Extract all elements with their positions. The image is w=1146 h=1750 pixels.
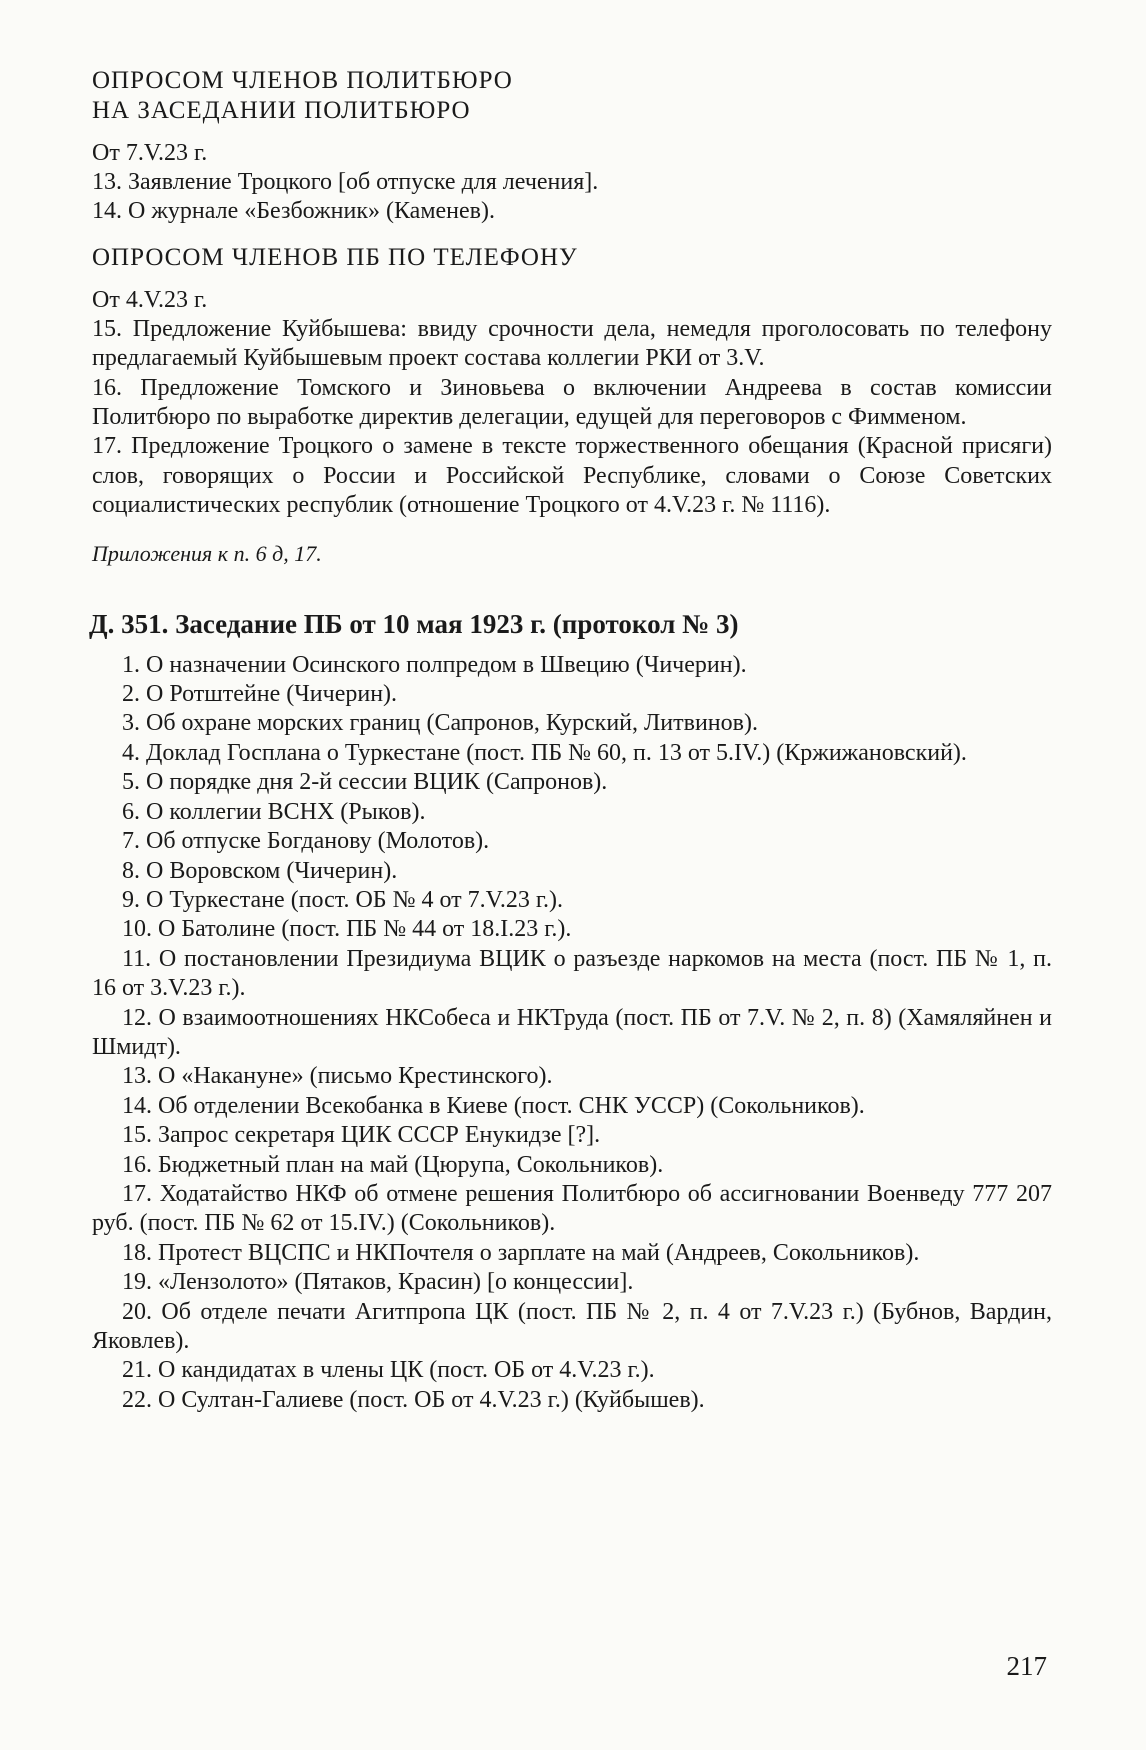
list-item: 7. Об отпуске Богданову (Молотов). — [122, 828, 490, 855]
list-item: 3. Об охране морских границ (Сапронов, Курский, Литвинов). — [122, 710, 758, 737]
list-item: 15. Предложение Куйбышева: ввиду срочности дела, немедля проголосовать по телефону предлагаемый Куйбышевым проект состава коллегии РКИ от 3.V. — [92, 315, 1052, 372]
section1-list — [92, 168, 1052, 227]
list-item: 21. О кандидатах в члены ЦК (пост. ОБ от 4.V.23 г.). — [122, 1357, 655, 1384]
list-item: 1. О назначении Осинского полпредом в Швецию (Чичерин). — [122, 651, 747, 678]
appendix-note: Приложения к п. 6 д, 17. — [92, 540, 322, 566]
list-item: 12. О взаимоотношениях НКСобеса и НКТруда (пост. ПБ от 7.V. № 2, п. 8) (Хамяляйнен и Шмидт). — [92, 1004, 1052, 1060]
list-item: 19. «Лензолото» (Пятаков, Красин) [о концессии]. — [122, 1269, 634, 1296]
agenda-list — [92, 651, 1052, 1416]
list-item: 11. О постановлении Президиума ВЦИК о разъезде наркомов на места (пост. ПБ № 1, п. 16 от 3.V.23 г.). — [92, 945, 1052, 1002]
list-item: 9. О Туркестане (пост. ОБ № 4 от 7.V.23 г.). — [122, 886, 564, 913]
list-item: 22. О Султан-Галиеве (пост. ОБ от 4.V.23 г.) (Куйбышев). — [122, 1386, 705, 1413]
section2-title: ОПРОСОМ ЧЛЕНОВ ПБ ПО ТЕЛЕФОНУ — [92, 243, 578, 271]
section1-title-line2: НА ЗАСЕДАНИИ ПОЛИТБЮРО — [92, 97, 471, 124]
section1-date: От 7.V.23 г. — [92, 140, 208, 166]
list-item: 2. О Ротштейне (Чичерин). — [122, 681, 398, 708]
list-item: 17. Ходатайство НКФ об отмене решения Политбюро об ассигновании Военведу 777 207 руб. (пост. ПБ № 62 от 15.IV.) (Сокольников). — [92, 1180, 1052, 1237]
document-heading: Д. 351. Заседание ПБ от 10 мая 1923 г. (протокол № 3) — [89, 608, 739, 639]
list-item: 5. О порядке дня 2-й сессии ВЦИК (Сапронов). — [122, 769, 608, 796]
list-item: 6. О коллегии ВСНХ (Рыков). — [122, 798, 426, 825]
list-item: 16. Предложение Томского и Зиновьева о включении Андреева в состав комиссии Политбюро по выработке директив делегации, едущей для переговоров с Фимменом. — [92, 374, 1052, 431]
list-item: 16. Бюджетный план на май (Цюрупа, Сокольников). — [122, 1151, 664, 1178]
list-item: 14. Об отделении Всекобанка в Киеве (пост. СНК УССР) (Сокольников). — [122, 1092, 865, 1119]
list-item: 13. Заявление Троцкого [об отпуске для лечения]. — [92, 169, 599, 195]
list-item: 17. Предложение Троцкого о замене в тексте торжественного обещания (Красной присяги) слов, говорящих о России и Российской Республике, словами о Союзе Советских социалистических республик (отношение Троцкого от 4.V.23 г. № 1116). — [92, 433, 1052, 519]
section2-date: От 4.V.23 г. — [92, 286, 208, 313]
list-item: 14. О журнале «Безбожник» (Каменев). — [92, 198, 495, 225]
list-item: 20. Об отделе печати Агитпропа ЦК (пост. ПБ № 2, п. 4 от 7.V.23 г.) (Бубнов, Вардин, Яковлев). — [92, 1298, 1052, 1354]
list-item: 8. О Воровском (Чичерин). — [122, 857, 398, 884]
section1-title-line1: ОПРОСОМ ЧЛЕНОВ ПОЛИТБЮРО — [92, 67, 513, 94]
list-item: 4. Доклад Госплана о Туркестане (пост. ПБ № 60, п. 13 от 5.IV.) (Кржижановский). — [122, 739, 967, 766]
section2-list — [92, 315, 1052, 521]
list-item: 13. О «Накануне» (письмо Крестинского). — [122, 1063, 553, 1090]
list-item: 10. О Батолине (пост. ПБ № 44 от 18.I.23 г.). — [122, 916, 572, 943]
list-item: 18. Протест ВЦСПС и НКПочтеля о зарплате на май (Андреев, Сокольников). — [122, 1239, 920, 1266]
page-content — [89, 66, 1052, 1415]
page-number: 217 — [1006, 1651, 1047, 1681]
list-item: 15. Запрос секретаря ЦИК СССР Енукидзе [?]. — [122, 1122, 601, 1149]
